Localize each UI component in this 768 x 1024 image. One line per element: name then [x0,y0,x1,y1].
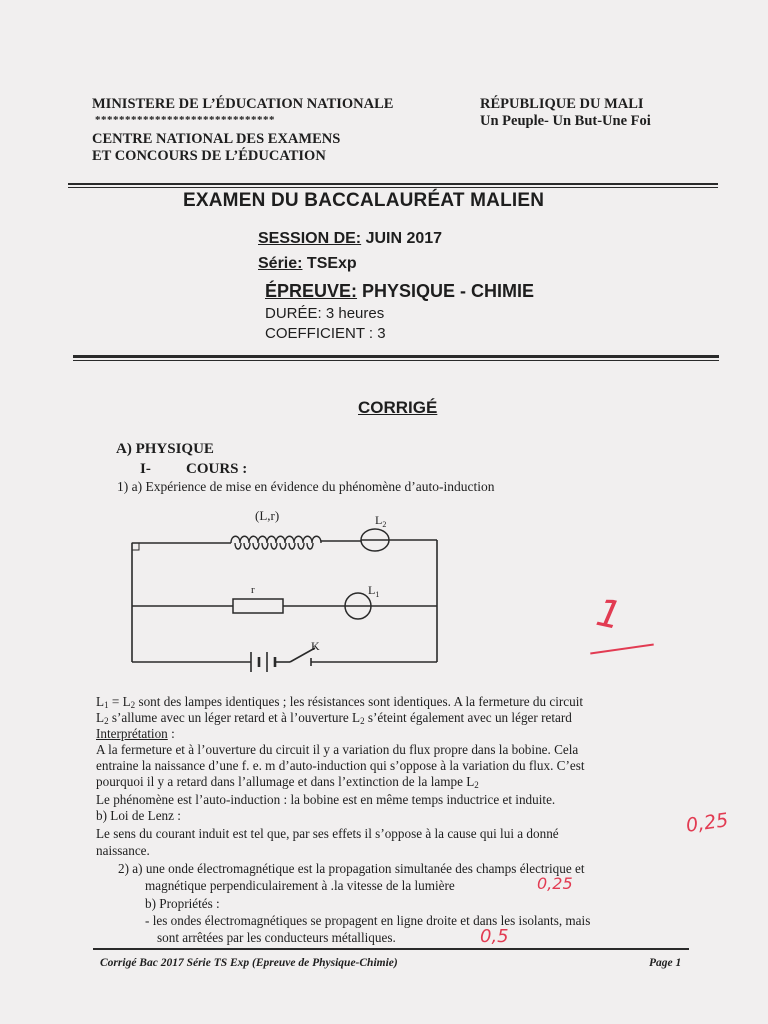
header-stars: ****************************** [95,114,275,126]
lamp-l1-label: $L_1$ [368,583,380,599]
section-cours-number: I- [140,461,151,477]
footer-rule [93,948,689,950]
question-2b-line1: - les ondes électromagnétiques se propagent en ligne droite et dans les isolants, mais [145,913,591,928]
top-rule [68,183,718,185]
session-value: JUIN 2017 [361,230,443,247]
grade-mark-3: 0,25 [537,874,573,893]
middle-rule [73,355,719,358]
top-rule-thin [68,187,718,188]
text-line-5: pourquoi il y a retard dans l’allumage et dans l’extinction de la lampe $L_2$ [96,774,479,790]
text-line-2: $L_2$ s’allume avec un léger retard et à l’ouverture $L_2$ s’éteint également avec un léger retard [96,710,572,726]
grade-mark-1-underline [590,644,654,655]
session-line [258,230,442,248]
duration: DURÉE: 3 heures [265,305,385,322]
question-2a-line1: 2) a) une onde électromagnétique est la propagation simultanée des champs électrique et [118,861,585,876]
grade-mark-4: 0,5 [480,926,509,947]
text-line-9: naissance. [96,843,150,858]
footer-page-number: Page 1 [649,957,682,969]
republic-name: RÉPUBLIQUE DU MALI [480,96,644,112]
epreuve-label: ÉPREUVE: [265,281,358,301]
grade-mark-1: 1 [592,589,626,639]
grade-mark-2: 0,25 [684,809,730,837]
republic-motto: Un Peuple- Un But-Une Foi [480,113,651,129]
serie-line [258,255,357,273]
serie-value: TSExp [302,255,357,272]
lamp-l2-label: $L_2$ [375,513,387,529]
coil-symbol [231,536,321,549]
lenz-heading: b) Loi de Lenz : [96,808,181,823]
text-line-1: $L_1 = L_2$ sont des lampes identiques ; les résistances sont identiques. A la fermeture du circuit [96,694,584,710]
session-label: SESSION DE: [258,230,362,247]
section-cours: COURS : [186,461,248,477]
epreuve-line [265,281,534,302]
resistor-label: r [251,584,255,596]
interpretation-heading: Interprétation : [96,726,175,741]
switch-label: K [311,639,320,653]
middle-rule-thin [73,360,719,361]
coefficient: COEFFICIENT : 3 [265,325,386,342]
resistor-symbol [233,599,283,613]
text-line-8: Le sens du courant induit est tel que, par ses effets il s’oppose à la cause qui lui a donné [96,826,559,841]
coil-label: (L,r) [255,508,280,523]
centre-name-line2: ET CONCOURS DE L’ÉDUCATION [92,148,326,164]
exam-title: EXAMEN DU BACCALAURÉAT MALIEN [183,190,545,211]
question-2a-line2: magnétique perpendiculairement à .la vitesse de la lumière [145,878,455,893]
corner-marker [132,543,139,550]
centre-name-line1: CENTRE NATIONAL DES EXAMENS [92,131,341,147]
circuit-diagram [125,500,455,690]
text-line-3: A la fermeture et à l’ouverture du circuit il y a variation du flux propre dans la bobine. Cela [96,742,579,757]
section-physique: A) PHYSIQUE [116,441,214,457]
text-line-4: entraine la naissance d’une f. e. m d’auto-induction qui s’oppose à la variation du flux. C’est [96,758,585,773]
battery-symbol [251,652,275,672]
ministry-name: MINISTERE DE L’ÉDUCATION NATIONALE [92,96,394,112]
question-2b-line2: sont arrêtées par les conducteurs métalliques. [157,930,396,945]
lamp-l2-symbol [361,529,389,551]
epreuve-value: PHYSIQUE - CHIMIE [357,281,535,301]
serie-label: Série: [258,255,303,272]
question-2b-heading: b) Propriétés : [145,896,220,911]
text-line-6: Le phénomène est l’auto-induction : la bobine est en même temps inductrice et induite. [96,792,556,807]
footer-left: Corrigé Bac 2017 Série TS Exp (Epreuve de Physique-Chimie) [100,957,398,969]
corrige-heading: CORRIGÉ [358,398,438,417]
question-1a: 1) a) Expérience de mise en évidence du phénomène d’auto-induction [117,479,495,494]
